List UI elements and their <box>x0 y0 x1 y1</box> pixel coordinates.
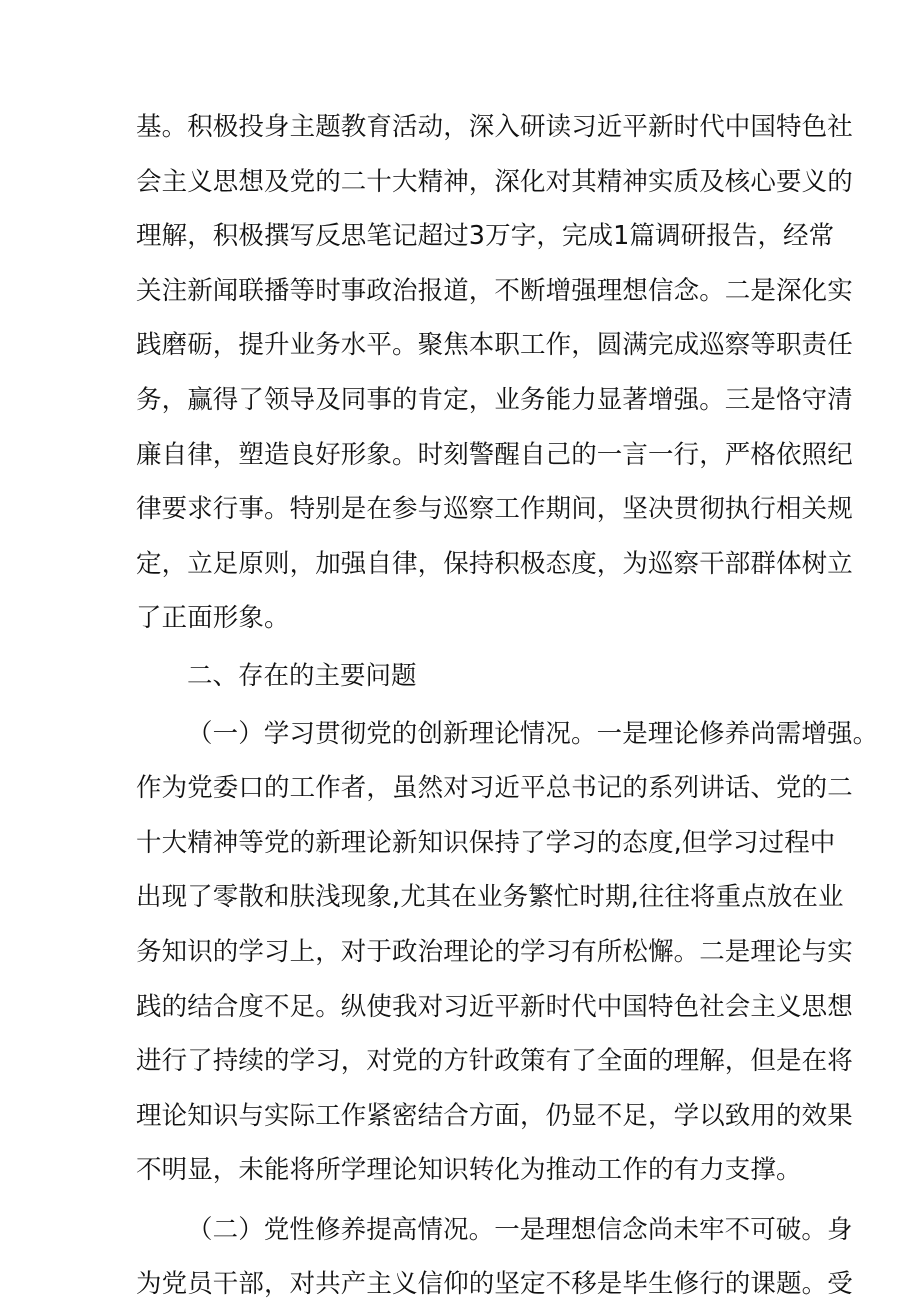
paragraph-study-theory <box>136 707 879 1198</box>
text-line: 作为党委口的工作者，虽然对习近平总书记的系列讲话、党的二 <box>136 773 853 804</box>
text-line: 务知识的学习上，对于政治理论的学习有所松懈。二是理论与实 <box>136 936 853 967</box>
text-line: 为党员干部，对共产主义信仰的坚定不移是毕生修行的课题。受 <box>136 1269 853 1300</box>
text-line: 会主义思想及党的二十大精神，深化对其精神实质及核心要义的 <box>136 166 853 197</box>
text-line: 廉自律，塑造良好形象。时刻警醒自己的一言一行，严格依照纪 <box>136 439 853 470</box>
text-line: （二）党性修养提高情况。一是理想信念尚未牢不可破。身 <box>187 1214 853 1245</box>
text-line: 出现了零散和肤浅现象,尤其在业务繁忙时期,往往将重点放在业 <box>136 882 844 913</box>
text-line: 理解，积极撰写反思笔记超过3万字，完成1篇调研报告，经常 <box>136 221 835 252</box>
paragraph-intro <box>136 100 853 646</box>
text-line: 了正面形象。 <box>136 603 290 634</box>
text-line: 基。积极投身主题教育活动，深入研读习近平新时代中国特色社 <box>136 112 853 142</box>
text-line: 践的结合度不足。纵使我对习近平新时代中国特色社会主义思想 <box>136 991 853 1022</box>
text-line: 十大精神等党的新理论新知识保持了学习的态度,但学习过程中 <box>136 827 836 858</box>
text-line: 务，赢得了领导及同事的肯定，业务能力显著增强。三是恪守清 <box>136 384 853 415</box>
paragraph-party-spirit <box>136 1203 853 1312</box>
text-line: 理论知识与实际工作紧密结合方面，仍显不足，学以致用的效果 <box>136 1100 853 1131</box>
text-line: 关注新闻联播等时事政治报道，不断增强理想信念。二是深化实 <box>136 275 853 306</box>
text-line: 律要求行事。特别是在参与巡察工作期间，坚决贯彻执行相关规 <box>136 494 853 525</box>
text-line: 践磨砺，提升业务水平。聚焦本职工作，圆满完成巡察等职责任 <box>136 330 853 361</box>
section-heading: 二、存在的主要问题 <box>187 660 417 691</box>
text-line: 不明显，未能将所学理论知识转化为推动工作的有力支撑。 <box>136 1155 802 1186</box>
document-body <box>136 100 879 1312</box>
text-line: 进行了持续的学习，对党的方针政策有了全面的理解，但是在将 <box>136 1046 853 1077</box>
text-line: （一）学习贯彻党的创新理论情况。一是理论修养尚需增强。 <box>187 718 879 749</box>
text-line: 定，立足原则，加强自律，保持积极态度，为巡察干部群体树立 <box>136 548 853 579</box>
